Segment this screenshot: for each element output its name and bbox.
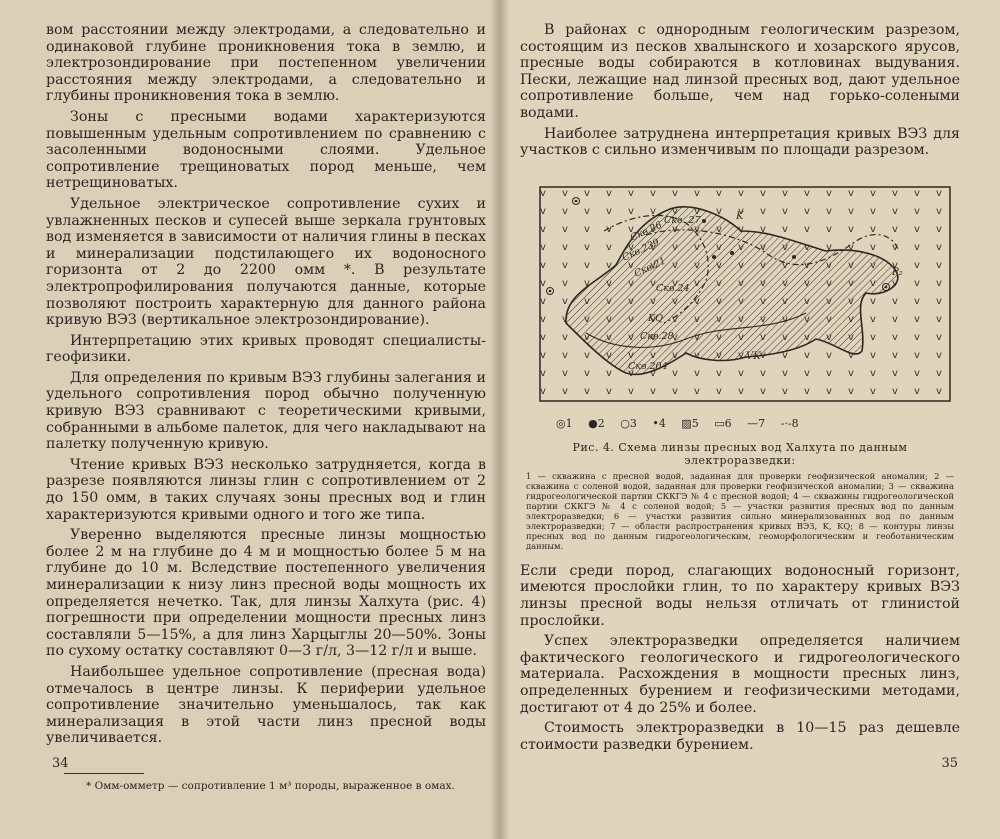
- figure-map: [536, 183, 960, 409]
- legend-item: •4: [652, 416, 666, 430]
- legend-item: ▨5: [681, 416, 699, 430]
- paragraph: вом расстоянии между электродами, а следовательно и одинаковой глубине проникновения тока в землю, и электрозондирование при постепенном увеличении расстояния между электродами, а следовательно и глубины проникновения тока в землю.: [46, 22, 486, 105]
- paragraph: Если среди пород, слагающих водоносный горизонт, имеются прослойки глин, то по характеру кривых ВЭЗ линзы пресной воды нельзя отличать от глинистой прослойки.: [520, 562, 960, 629]
- borehole-marker: [730, 251, 734, 255]
- label-skv239: Скв.239: [620, 236, 662, 264]
- label-skv204: Скв.204: [628, 360, 668, 372]
- label-skv27: Скв. 27: [664, 214, 701, 226]
- figure-caption-body: 1 — скважина с пресной водой, заданная для проверки геофизической аномалии; 2 — скважина с соленой водой, заданная для проверки геофизической аномалии; 3 — скважина гидрогеологической партии СККГЭ № 4 с пресной водой; 4 — скважины гидрогеологической партии СККГЭ № 4 с соленой водой; 5 — участки развития пресных вод по данным электроразведки; 6 — участки развития сильно минерализованных вод по данным электроразведки; 7 — области распространения кривых ВЭЗ, K, KQ; 8 — контуры линзы пресных вод по данным гидрогеологическим, геоморфологическим и геоботаническим данным.: [526, 470, 954, 551]
- right-page: [500, 0, 1000, 839]
- footnote-divider: [64, 773, 144, 774]
- borehole-marker: [792, 255, 796, 259]
- paragraph: Интерпретацию этих кривых проводят специалисты-геофизики.: [46, 332, 486, 366]
- legend-item: ◎1: [556, 416, 573, 430]
- page-number: 34: [52, 756, 69, 771]
- borehole-marker: [549, 289, 552, 292]
- paragraph: Для определения по кривым ВЭЗ глубины залегания и удельного сопротивления пород обычно полученную кривую ВЭЗ сравнивают с теоретическими кривыми, собранными в альбоме палеток, для чего накладывают на палетку полученную кривую.: [46, 369, 486, 453]
- paragraph: Удельное электрическое сопротивление сухих и увлажненных песков и супесей выше зеркала грунтовых вод изменяется в зависимости от наличия глины в песках и минерализации подстилающего их водоносного горизонта от 2 до 2200 омм *. В результате электропрофилирования получаются данные, которые позволяют построить характерную для данного района кривую ВЭЗ (вертикальное электрозондирование).: [46, 195, 486, 329]
- label-vk: VK: [746, 350, 761, 362]
- paragraph: Стоимость электроразведки в 10—15 раз дешевле стоимости разведки бурением.: [520, 720, 960, 753]
- paragraph: Наибольшее удельное сопротивление (пресная вода) отмечалось в центре линзы. К периферии удельное сопротивление значительно уменьшалось, так как минерализация в этой части линз пресной воды увеличивается.: [46, 663, 486, 747]
- figure-legend: [556, 417, 960, 431]
- label-skv21: Скв.21: [632, 255, 668, 280]
- label-p2: P₂: [892, 266, 903, 278]
- paragraph: В районах с однородным геологическим разрезом, состоящим из песков хвалынского и хозарского ярусов, пресные воды собираются в котловинах выдувания. Пески, лежащие над линзой пресных вод, дают удельное сопротивление больше, чем над горько-солеными водами.: [520, 22, 960, 121]
- legend-item: ○3: [620, 416, 637, 430]
- label-k: K: [736, 210, 744, 222]
- borehole-marker: [702, 219, 706, 223]
- borehole-marker: [575, 199, 578, 202]
- label-skv24: Скв.24: [656, 282, 690, 294]
- borehole-marker: [885, 285, 888, 288]
- legend-item: ●2: [588, 416, 605, 430]
- footnote: * Омм-омметр — сопротивление 1 м³ породы, выраженное в омах.: [86, 779, 455, 792]
- paragraph: Успех электроразведки определяется наличием фактического геологического и гидрогеологического материала. Расхождения в мощности пресных линз, определенных бурением и геофизическими методами, достигают от 4 до 25% и более.: [520, 633, 960, 716]
- legend-item: -·-8: [780, 416, 799, 430]
- borehole-marker: [712, 255, 716, 259]
- lens-scheme-map: [536, 183, 956, 405]
- paragraph: Уверенно выделяются пресные линзы мощностью более 2 м на глубине до 4 м и мощностью более 5 м на глубине до 10 м. Вследствие постепенного увеличения минерализации к низу линз пресной воды мощность их определяется нечетко. Так, для линзы Халхута (рис. 4) погрешности при определении мощности пресных линз составляли 5—15%, а для линз Харцыглы 20—50%. Зоны по сухому остатку составляют 0—3 г/л, 3—12 г/л и выше.: [46, 527, 486, 660]
- page-number: 35: [941, 756, 958, 771]
- paragraph: Наиболее затруднена интерпретация кривых ВЭЗ для участков с сильно изменчивым по площади разрезом.: [520, 125, 960, 159]
- label-kq: KQ: [648, 312, 663, 324]
- label-skv26: Скв.26: [628, 219, 664, 244]
- paragraph: Зоны с пресными водами характеризуются повышенным удельным сопротивлением по сравнению с засоленными водоносными слоями. Удельное сопротивление трещиноватых пород меньше, чем нетрещиноватых.: [46, 108, 486, 192]
- legend-item: —7: [747, 416, 766, 430]
- label-skv28: Скв.28: [640, 330, 674, 342]
- paragraph: Чтение кривых ВЭЗ несколько затрудняется, когда в разрезе появляются линзы глин с сопротивлением от 2 до 150 омм, в таких случаях зоны пресных вод и глин характеризуются кривыми одного и того же типа.: [46, 456, 486, 523]
- figure-caption-title: Рис. 4. Схема линзы пресных вод Халхута по данным электроразведки:: [572, 440, 908, 467]
- book-gutter: [490, 0, 510, 839]
- legend-item: ▭6: [714, 416, 732, 430]
